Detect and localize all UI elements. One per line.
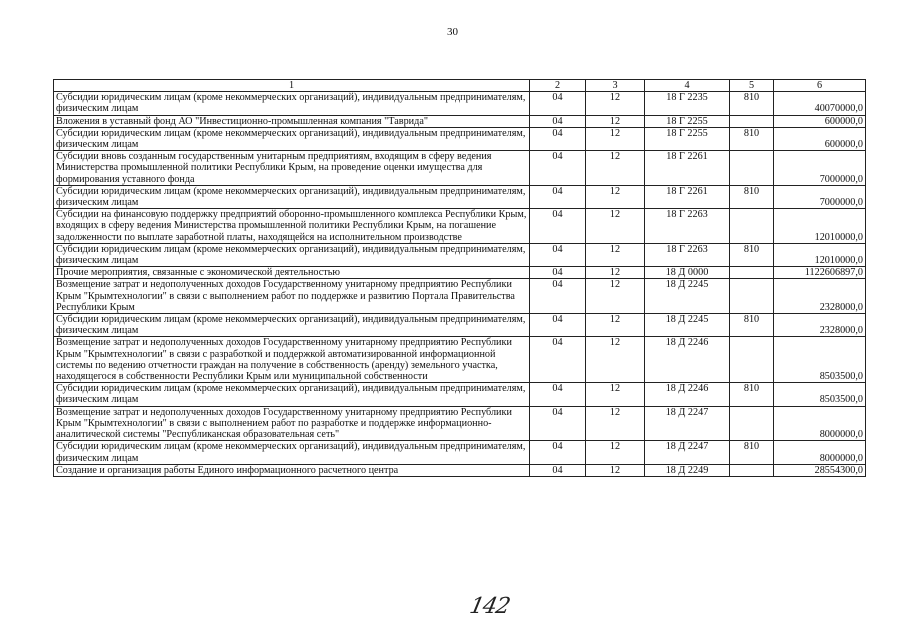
table-row [54, 185, 866, 208]
amount-cell: 2328000,0 [774, 314, 866, 337]
section-code-cell: 04 [530, 337, 586, 383]
amount-cell: 12010000,0 [774, 243, 866, 266]
subsection-code-cell: 12 [586, 279, 645, 314]
row-name-cell: Субсидии юридическим лицам (кроме некоммерческих организаций), индивидуальным предпринимателям, физическим лицам [54, 314, 530, 337]
target-code-cell: 18 Г 2261 [645, 151, 730, 186]
row-name-cell: Субсидии вновь созданным государственным унитарным предприятиям, входящим в сферу ведения Министерства промышленной политики Республики Крым, на проведение оценки имущества для формирования уставного фонда [54, 151, 530, 186]
column-header: 1 [54, 80, 530, 92]
section-code-cell: 04 [530, 314, 586, 337]
row-name-cell: Прочие мероприятия, связанные с экономической деятельностью [54, 267, 530, 279]
expense-type-cell [730, 267, 774, 279]
subsection-code-cell: 12 [586, 464, 645, 476]
row-name-cell: Возмещение затрат и недополученных доходов Государственному унитарному предприятию Республики Крым "Крымтехнологии" в связи с выполнением работ по разработке и поддержке информационно-аналитической системы "Республиканская образовательная сеть" [54, 406, 530, 441]
amount-cell: 8503500,0 [774, 337, 866, 383]
amount-cell: 7000000,0 [774, 151, 866, 186]
target-code-cell: 18 Д 0000 [645, 267, 730, 279]
section-code-cell: 04 [530, 92, 586, 115]
target-code-cell: 18 Д 2247 [645, 441, 730, 464]
section-code-cell: 04 [530, 243, 586, 266]
target-code-cell: 18 Д 2246 [645, 383, 730, 406]
budget-table [53, 79, 866, 477]
target-code-cell: 18 Г 2263 [645, 209, 730, 244]
column-header: 5 [730, 80, 774, 92]
section-code-cell: 04 [530, 127, 586, 150]
page-number: 30 [447, 26, 458, 38]
table-header-row [54, 80, 866, 92]
table-row [54, 115, 866, 127]
subsection-code-cell: 12 [586, 337, 645, 383]
expense-type-cell: 810 [730, 383, 774, 406]
target-code-cell: 18 Д 2247 [645, 406, 730, 441]
table-row [54, 337, 866, 383]
expense-type-cell: 810 [730, 314, 774, 337]
subsection-code-cell: 12 [586, 115, 645, 127]
expense-type-cell [730, 151, 774, 186]
target-code-cell: 18 Г 2261 [645, 185, 730, 208]
subsection-code-cell: 12 [586, 92, 645, 115]
table-row [54, 314, 866, 337]
table-row [54, 127, 866, 150]
row-name-cell: Субсидии юридическим лицам (кроме некоммерческих организаций), индивидуальным предпринимателям, физическим лицам [54, 243, 530, 266]
amount-cell: 40070000,0 [774, 92, 866, 115]
expense-type-cell [730, 464, 774, 476]
amount-cell: 8503500,0 [774, 383, 866, 406]
amount-cell: 2328000,0 [774, 279, 866, 314]
row-name-cell: Субсидии юридическим лицам (кроме некоммерческих организаций), индивидуальным предпринимателям, физическим лицам [54, 383, 530, 406]
section-code-cell: 04 [530, 406, 586, 441]
table-row [54, 151, 866, 186]
expense-type-cell [730, 279, 774, 314]
expense-type-cell [730, 115, 774, 127]
subsection-code-cell: 12 [586, 185, 645, 208]
subsection-code-cell: 12 [586, 127, 645, 150]
target-code-cell: 18 Г 2235 [645, 92, 730, 115]
section-code-cell: 04 [530, 115, 586, 127]
row-name-cell: Субсидии юридическим лицам (кроме некоммерческих организаций), индивидуальным предпринимателям, физическим лицам [54, 127, 530, 150]
amount-cell: 12010000,0 [774, 209, 866, 244]
column-header: 2 [530, 80, 586, 92]
table-row [54, 441, 866, 464]
table-row [54, 383, 866, 406]
row-name-cell: Создание и организация работы Единого информационного расчетного центра [54, 464, 530, 476]
column-header: 3 [586, 80, 645, 92]
table-row [54, 92, 866, 115]
row-name-cell: Субсидии юридическим лицам (кроме некоммерческих организаций), индивидуальным предпринимателям, физическим лицам [54, 441, 530, 464]
subsection-code-cell: 12 [586, 441, 645, 464]
column-header: 4 [645, 80, 730, 92]
handwritten-page-mark: 142 [467, 594, 512, 619]
table-row [54, 279, 866, 314]
section-code-cell: 04 [530, 279, 586, 314]
row-name-cell: Возмещение затрат и недополученных доходов Государственному унитарному предприятию Республики Крым "Крымтехнологии" в связи с выполнением работ по поддержке и развитию Портала Правительства Республики Крым [54, 279, 530, 314]
row-name-cell: Вложения в уставный фонд АО "Инвестиционно-промышленная компания "Таврида" [54, 115, 530, 127]
row-name-cell: Возмещение затрат и недополученных доходов Государственному унитарному предприятию Республики Крым "Крымтехнологии" в связи с разработкой и поддержкой автоматизированной информационной системы по ведению отчетности граждан на получение в собственность (аренду) земельного участка, находящегося в собственности Республики Крым или муниципальной собственности [54, 337, 530, 383]
table-row [54, 406, 866, 441]
subsection-code-cell: 12 [586, 209, 645, 244]
expense-type-cell: 810 [730, 243, 774, 266]
row-name-cell: Субсидии на финансовую поддержку предприятий оборонно-промышленного комплекса Республики Крым, входящих в сферу ведения Министерства промышленной политики Республики Крым, на погашение задолженности по выплате заработной платы, находящейся на исполнительном производстве [54, 209, 530, 244]
amount-cell: 1122606897,0 [774, 267, 866, 279]
subsection-code-cell: 12 [586, 151, 645, 186]
table-row [54, 209, 866, 244]
section-code-cell: 04 [530, 209, 586, 244]
expense-type-cell: 810 [730, 441, 774, 464]
subsection-code-cell: 12 [586, 314, 645, 337]
column-header: 6 [774, 80, 866, 92]
amount-cell: 8000000,0 [774, 406, 866, 441]
expense-type-cell [730, 406, 774, 441]
table-row [54, 267, 866, 279]
expense-type-cell [730, 209, 774, 244]
target-code-cell: 18 Г 2263 [645, 243, 730, 266]
row-name-cell: Субсидии юридическим лицам (кроме некоммерческих организаций), индивидуальным предпринимателям, физическим лицам [54, 92, 530, 115]
target-code-cell: 18 Д 2249 [645, 464, 730, 476]
row-name-cell: Субсидии юридическим лицам (кроме некоммерческих организаций), индивидуальным предпринимателям, физическим лицам [54, 185, 530, 208]
section-code-cell: 04 [530, 267, 586, 279]
target-code-cell: 18 Д 2245 [645, 314, 730, 337]
expense-type-cell: 810 [730, 92, 774, 115]
expense-type-cell: 810 [730, 127, 774, 150]
subsection-code-cell: 12 [586, 406, 645, 441]
amount-cell: 600000,0 [774, 127, 866, 150]
section-code-cell: 04 [530, 151, 586, 186]
table-row [54, 464, 866, 476]
amount-cell: 7000000,0 [774, 185, 866, 208]
amount-cell: 8000000,0 [774, 441, 866, 464]
expense-type-cell [730, 337, 774, 383]
target-code-cell: 18 Г 2255 [645, 127, 730, 150]
target-code-cell: 18 Д 2245 [645, 279, 730, 314]
subsection-code-cell: 12 [586, 383, 645, 406]
section-code-cell: 04 [530, 464, 586, 476]
section-code-cell: 04 [530, 185, 586, 208]
target-code-cell: 18 Г 2255 [645, 115, 730, 127]
table-row [54, 243, 866, 266]
subsection-code-cell: 12 [586, 267, 645, 279]
amount-cell: 28554300,0 [774, 464, 866, 476]
section-code-cell: 04 [530, 383, 586, 406]
subsection-code-cell: 12 [586, 243, 645, 266]
amount-cell: 600000,0 [774, 115, 866, 127]
expense-type-cell: 810 [730, 185, 774, 208]
target-code-cell: 18 Д 2246 [645, 337, 730, 383]
section-code-cell: 04 [530, 441, 586, 464]
